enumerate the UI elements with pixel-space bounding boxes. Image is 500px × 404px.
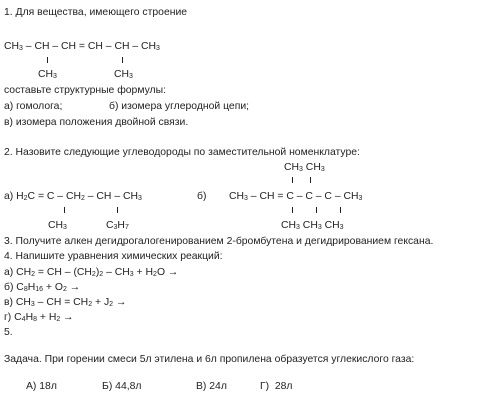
task2-a-substituent-right: $C_3H_7$ — [106, 220, 129, 231]
bond-line — [64, 207, 65, 213]
bond-line — [292, 207, 293, 213]
task1-item-c: в) изомера положения двойной связи. — [4, 117, 189, 128]
task1-branch-right: $CH_3$ — [114, 69, 133, 80]
task2-formula-b: $CH_3$ – CH = C – C – C – $CH_3$ — [229, 191, 363, 202]
task4-reaction-d: г) $C_4H_8 + H_2$ → — [4, 312, 74, 323]
bond-line — [47, 57, 48, 63]
task1-item-a: а) гомолога; — [4, 101, 63, 112]
task4-reaction-c: в) $CH_3$ – CH = $CH_2 + J_2$ → — [4, 297, 127, 308]
task1-item-b: б) изомера углеродной цепи; — [109, 101, 250, 112]
task2-b-top-substituents: $CH_3$ $CH_3$ — [284, 162, 325, 173]
answer-option: В) 24л — [196, 381, 227, 392]
task2-formula-a: а) $H_2C = C - CH_2$ – CH – $CH_3$ — [4, 191, 142, 202]
task1-instruction: составьте структурные формулы: — [4, 85, 166, 96]
answer-option: Б) 44,8л — [102, 381, 142, 392]
problem-text: Задача. При горении смеси 5л этилена и 6л пропилена образуется углекислого газа: — [4, 354, 415, 365]
bond-line — [316, 207, 317, 213]
task4-reaction-a: а) $CH_2$ = CH – $(CH_2)_2 - CH_3 + H_2O$ → — [4, 267, 179, 278]
task1-branch-left: $CH_3$ — [38, 69, 57, 80]
task2-label-b: б) — [197, 191, 207, 202]
task2-a-substituent-left: $CH_3$ — [48, 220, 67, 231]
task4-reaction-b: б) $C_8H_{16} + O_2$ → — [4, 282, 81, 293]
answer-option: А) 18л — [26, 381, 57, 392]
bond-line — [122, 57, 123, 63]
task4-title: 4. Напишите уравнения химических реакций: — [4, 251, 223, 262]
bond-line — [117, 207, 118, 213]
task2-title: 2. Назовите следующие углеводороды по заместительной номенклатуре: — [4, 147, 360, 158]
answer-option: Г) 28л — [260, 381, 293, 392]
bond-line — [310, 177, 311, 183]
task3-text: 3. Получите алкен дегидрогалогенированием 2-бромбутена и дегидрированием гексана. — [4, 236, 434, 247]
bond-line — [292, 177, 293, 183]
bond-line — [340, 207, 341, 213]
task2-b-bottom-substituents: $CH_3$ $CH_3$ $CH_3$ — [281, 220, 344, 231]
task5-label: 5. — [4, 327, 13, 338]
task1-formula-chain: $CH_3$ – CH – CH = CH – CH – $CH_3$ — [4, 41, 160, 52]
task1-title: 1. Для вещества, имеющего строение — [4, 7, 188, 18]
